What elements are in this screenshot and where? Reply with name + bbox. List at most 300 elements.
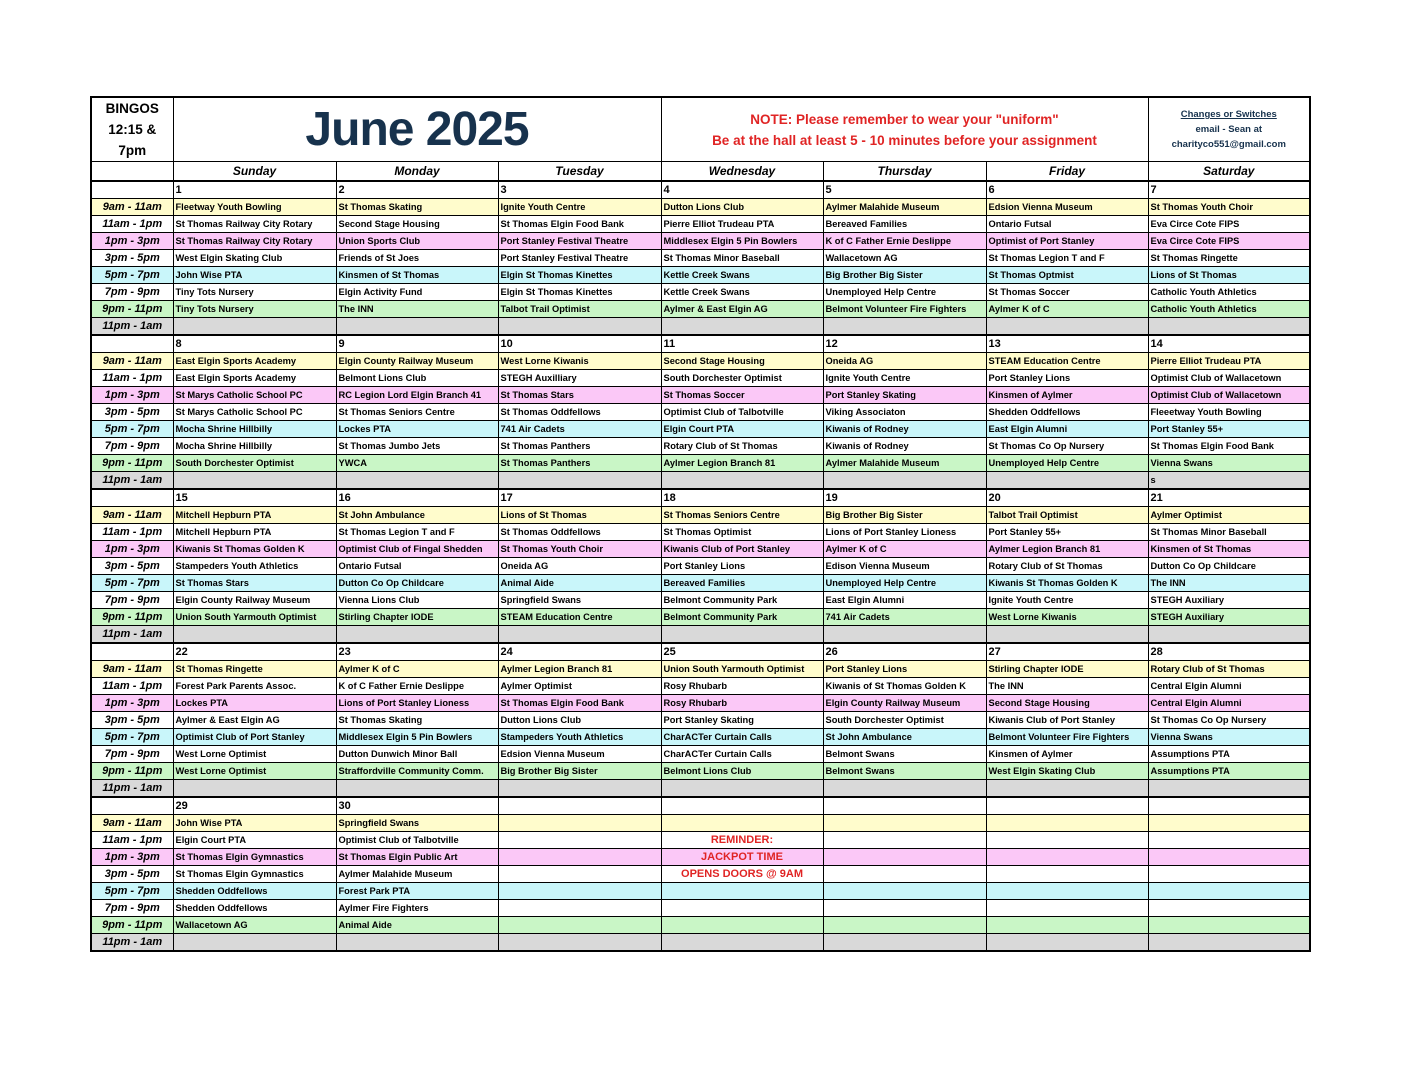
assignment-cell: East Elgin Sports Academy	[173, 370, 336, 387]
assignment-cell: Rotary Club of St Thomas	[661, 438, 823, 455]
bingos-times-label	[91, 97, 173, 162]
date-number: 28	[1148, 643, 1310, 661]
assignment-cell: Belmont Lions Club	[336, 370, 498, 387]
assignment-cell: St Thomas Skating	[336, 199, 498, 216]
assignment-cell: Bereaved Families	[823, 216, 986, 233]
assignment-cell: Port Stanley Lions	[986, 370, 1148, 387]
assignment-cell	[823, 832, 986, 849]
time-slot-label: 11am - 1pm	[91, 216, 173, 233]
assignment-cell: Port Stanley 55+	[986, 524, 1148, 541]
assignment-cell	[823, 917, 986, 934]
assignment-cell: YWCA	[336, 455, 498, 472]
month-title: June 2025	[173, 97, 661, 162]
date-number: 2	[336, 181, 498, 199]
assignment-cell	[498, 472, 661, 490]
assignment-cell: Aylmer K of C	[986, 301, 1148, 318]
assignment-cell: The INN	[336, 301, 498, 318]
assignment-cell	[1148, 849, 1310, 866]
assignment-cell	[336, 780, 498, 798]
assignment-cell: Aylmer Optimist	[1148, 507, 1310, 524]
assignment-cell: Optimist Club of Talbotville	[661, 404, 823, 421]
time-slot-row	[91, 507, 1310, 524]
assignment-cell: Big Brother Big Sister	[823, 507, 986, 524]
time-slot-row	[91, 917, 1310, 934]
date-number: 7	[1148, 181, 1310, 199]
time-slot-row	[91, 746, 1310, 763]
assignment-cell: Aylmer Optimist	[498, 678, 661, 695]
time-slot-label: 11pm - 1am	[91, 934, 173, 952]
bingos-time-1: 12:15 &	[108, 122, 157, 137]
date-row-corner	[91, 181, 173, 199]
assignment-cell: Talbot Trail Optimist	[498, 301, 661, 318]
assignment-cell: CharACTer Curtain Calls	[661, 729, 823, 746]
day-name-saturday: Saturday	[1148, 162, 1310, 182]
assignment-cell: Elgin County Railway Museum	[823, 695, 986, 712]
assignment-cell	[498, 866, 661, 883]
time-slot-row	[91, 609, 1310, 626]
assignment-cell: Elgin County Railway Museum	[336, 353, 498, 370]
assignment-cell: RC Legion Lord Elgin Branch 41	[336, 387, 498, 404]
time-slot-row	[91, 815, 1310, 832]
assignment-cell: West Lorne Optimist	[173, 763, 336, 780]
assignment-cell: 741 Air Cadets	[498, 421, 661, 438]
note-line-2: Be at the hall at least 5 - 10 minutes before your assignment	[712, 132, 1097, 148]
assignment-cell	[823, 866, 986, 883]
assignment-cell: Kinsmen of Aylmer	[986, 746, 1148, 763]
assignment-cell: East Elgin Alumni	[823, 592, 986, 609]
assignment-cell: Kiwanis St Thomas Golden K	[173, 541, 336, 558]
assignment-cell	[336, 626, 498, 644]
assignment-cell: West Lorne Kiwanis	[986, 609, 1148, 626]
assignment-cell: East Elgin Alumni	[986, 421, 1148, 438]
date-number: 18	[661, 489, 823, 507]
time-slot-label: 9pm - 11pm	[91, 917, 173, 934]
time-slot-label: 1pm - 3pm	[91, 387, 173, 404]
day-name-monday: Monday	[336, 162, 498, 182]
assignment-cell: Assumptions PTA	[1148, 763, 1310, 780]
time-slot-label: 7pm - 9pm	[91, 746, 173, 763]
date-number: 1	[173, 181, 336, 199]
assignment-cell: Belmont Community Park	[661, 609, 823, 626]
date-row-corner	[91, 643, 173, 661]
assignment-cell: St Thomas Skating	[336, 712, 498, 729]
assignment-cell: St Thomas Co Op Nursery	[986, 438, 1148, 455]
assignment-cell	[823, 626, 986, 644]
assignment-cell	[823, 883, 986, 900]
time-slot-row	[91, 301, 1310, 318]
assignment-cell: Dutton Co Op Childcare	[1148, 558, 1310, 575]
assignment-cell: Big Brother Big Sister	[498, 763, 661, 780]
week-date-row	[91, 335, 1310, 353]
time-slot-label: 5pm - 7pm	[91, 883, 173, 900]
assignment-cell	[173, 318, 336, 336]
assignment-cell: Stirling Chapter IODE	[336, 609, 498, 626]
date-number: 29	[173, 797, 336, 815]
assignment-cell: Talbot Trail Optimist	[986, 507, 1148, 524]
date-number	[823, 797, 986, 815]
assignment-cell: St Thomas Co Op Nursery	[1148, 712, 1310, 729]
assignment-cell: CharACTer Curtain Calls	[661, 746, 823, 763]
assignment-cell: Shedden Oddfellows	[173, 900, 336, 917]
assignment-cell: Lockes PTA	[173, 695, 336, 712]
assignment-cell: Ignite Youth Centre	[498, 199, 661, 216]
jackpot-reminder: OPENS DOORS @ 9AM	[661, 866, 823, 883]
assignment-cell: St Thomas Elgin Gymnastics	[173, 849, 336, 866]
date-number: 25	[661, 643, 823, 661]
assignment-cell: South Dorchester Optimist	[661, 370, 823, 387]
assignment-cell: Belmont Community Park	[661, 592, 823, 609]
time-slot-row	[91, 318, 1310, 336]
assignment-cell	[823, 849, 986, 866]
time-slot-label: 1pm - 3pm	[91, 695, 173, 712]
assignment-cell: Mitchell Hepburn PTA	[173, 524, 336, 541]
time-slot-label: 5pm - 7pm	[91, 267, 173, 284]
assignment-cell	[336, 472, 498, 490]
assignment-cell: Belmont Lions Club	[661, 763, 823, 780]
assignment-cell: Tiny Tots Nursery	[173, 301, 336, 318]
assignment-cell: Lions of Port Stanley Lioness	[336, 695, 498, 712]
assignment-cell	[823, 780, 986, 798]
time-slot-row	[91, 250, 1310, 267]
jackpot-reminder: REMINDER:	[661, 832, 823, 849]
assignment-cell	[498, 318, 661, 336]
assignment-cell: St Thomas Panthers	[498, 455, 661, 472]
assignment-cell	[823, 318, 986, 336]
assignment-cell	[1148, 318, 1310, 336]
assignment-cell	[498, 883, 661, 900]
assignment-cell: Port Stanley Festival Theatre	[498, 250, 661, 267]
time-slot-row	[91, 438, 1310, 455]
assignment-cell: Optimist Club of Talbotville	[336, 832, 498, 849]
assignment-cell: St Thomas Oddfellows	[498, 524, 661, 541]
assignment-cell	[1148, 815, 1310, 832]
assignment-cell	[498, 849, 661, 866]
time-slot-row	[91, 541, 1310, 558]
date-row-corner	[91, 335, 173, 353]
time-slot-row	[91, 780, 1310, 798]
assignment-cell: Aylmer K of C	[823, 541, 986, 558]
date-number	[986, 797, 1148, 815]
date-number	[498, 797, 661, 815]
date-number	[1148, 797, 1310, 815]
bingos-label: BINGOS	[105, 101, 159, 116]
jackpot-reminder	[661, 934, 823, 952]
assignment-cell: Belmont Swans	[823, 746, 986, 763]
assignment-cell: St Thomas Youth Choir	[1148, 199, 1310, 216]
jackpot-reminder	[661, 883, 823, 900]
assignment-cell: Kinsmen of St Thomas	[336, 267, 498, 284]
time-slot-row	[91, 712, 1310, 729]
date-number: 6	[986, 181, 1148, 199]
assignment-cell: Union Sports Club	[336, 233, 498, 250]
changes-link[interactable]: Changes or Switches	[1180, 109, 1277, 120]
assignment-cell: Lions of St Thomas	[498, 507, 661, 524]
time-slot-label: 9pm - 11pm	[91, 763, 173, 780]
time-slot-label: 11am - 1pm	[91, 832, 173, 849]
time-slot-row	[91, 524, 1310, 541]
assignment-cell: Catholic Youth Athletics	[1148, 284, 1310, 301]
assignment-cell: Unemployed Help Centre	[986, 455, 1148, 472]
assignment-cell: St John Ambulance	[823, 729, 986, 746]
date-number: 10	[498, 335, 661, 353]
assignment-cell: Ignite Youth Centre	[986, 592, 1148, 609]
assignment-cell: Edison Vienna Museum	[823, 558, 986, 575]
time-slot-label: 3pm - 5pm	[91, 866, 173, 883]
assignment-cell: Friends of St Joes	[336, 250, 498, 267]
time-slot-label: 7pm - 9pm	[91, 284, 173, 301]
assignment-cell	[498, 832, 661, 849]
assignment-cell	[1148, 883, 1310, 900]
time-slot-label: 9pm - 11pm	[91, 455, 173, 472]
assignment-cell: South Dorchester Optimist	[823, 712, 986, 729]
assignment-cell: The INN	[1148, 575, 1310, 592]
assignment-cell: Kettle Creek Swans	[661, 267, 823, 284]
date-number: 3	[498, 181, 661, 199]
time-slot-row	[91, 233, 1310, 250]
time-slot-label: 3pm - 5pm	[91, 250, 173, 267]
assignment-cell: Lions of Port Stanley Lioness	[823, 524, 986, 541]
assignment-cell: Fleetway Youth Bowling	[173, 199, 336, 216]
assignment-cell	[986, 883, 1148, 900]
assignment-cell: St Thomas Ringette	[1148, 250, 1310, 267]
assignment-cell: Kiwanis St Thomas Golden K	[986, 575, 1148, 592]
assignment-cell	[498, 934, 661, 952]
assignment-cell: Aylmer Fire Fighters	[336, 900, 498, 917]
assignment-cell	[661, 472, 823, 490]
assignment-cell: Shedden Oddfellows	[173, 883, 336, 900]
day-names-row	[91, 162, 1310, 182]
time-slot-row	[91, 626, 1310, 644]
date-number: 30	[336, 797, 498, 815]
assignment-cell: Vienna Swans	[1148, 455, 1310, 472]
assignment-cell: Ontario Futsal	[986, 216, 1148, 233]
bingo-calendar	[90, 96, 1311, 952]
assignment-cell: Rosy Rhubarb	[661, 678, 823, 695]
assignment-cell: Big Brother Big Sister	[823, 267, 986, 284]
assignment-cell: St Thomas Optimist	[661, 524, 823, 541]
time-slot-label: 11pm - 1am	[91, 318, 173, 336]
time-slot-row	[91, 472, 1310, 490]
assignment-cell: St Thomas Railway City Rotary	[173, 233, 336, 250]
assignment-cell: Port Stanley 55+	[1148, 421, 1310, 438]
assignment-cell: Aylmer Legion Branch 81	[986, 541, 1148, 558]
date-number: 11	[661, 335, 823, 353]
assignment-cell: STEAM Education Centre	[986, 353, 1148, 370]
assignment-cell: Elgin Court PTA	[173, 832, 336, 849]
assignment-cell: West Elgin Skating Club	[173, 250, 336, 267]
assignment-cell: Rotary Club of St Thomas	[986, 558, 1148, 575]
assignment-cell: STEAM Education Centre	[498, 609, 661, 626]
assignment-cell	[661, 318, 823, 336]
time-slot-label: 5pm - 7pm	[91, 421, 173, 438]
date-number	[661, 797, 823, 815]
time-slot-label: 9am - 11am	[91, 507, 173, 524]
assignment-cell: John Wise PTA	[173, 815, 336, 832]
assignment-cell	[498, 917, 661, 934]
assignment-cell: Edsion Vienna Museum	[986, 199, 1148, 216]
assignment-cell: Eva Circe Cote FIPS	[1148, 233, 1310, 250]
assignment-cell: St Thomas Youth Choir	[498, 541, 661, 558]
assignment-cell: Middlesex Elgin 5 Pin Bowlers	[661, 233, 823, 250]
assignment-cell: Assumptions PTA	[1148, 746, 1310, 763]
assignment-cell: Springfield Swans	[336, 815, 498, 832]
day-name-friday: Friday	[986, 162, 1148, 182]
assignment-cell: Optimist Club of Port Stanley	[173, 729, 336, 746]
assignment-cell: Union South Yarmouth Optimist	[173, 609, 336, 626]
time-slot-row	[91, 900, 1310, 917]
time-slot-row	[91, 284, 1310, 301]
changes-email[interactable]: charityco551@gmail.com	[1171, 139, 1286, 150]
assignment-cell	[823, 472, 986, 490]
date-number: 20	[986, 489, 1148, 507]
assignment-cell: K of C Father Ernie Deslippe	[823, 233, 986, 250]
jackpot-reminder	[661, 917, 823, 934]
assignment-cell: St Thomas Ringette	[173, 661, 336, 678]
date-number: 15	[173, 489, 336, 507]
assignment-cell: Stampeders Youth Athletics	[173, 558, 336, 575]
time-slot-row	[91, 849, 1310, 866]
assignment-cell: Aylmer Legion Branch 81	[661, 455, 823, 472]
assignment-cell: Mitchell Hepburn PTA	[173, 507, 336, 524]
assignment-cell: Animal Aide	[498, 575, 661, 592]
assignment-cell: St Thomas Panthers	[498, 438, 661, 455]
time-slot-label: 7pm - 9pm	[91, 592, 173, 609]
time-slot-label: 9am - 11am	[91, 815, 173, 832]
assignment-cell: Optimist Club of Wallacetown	[1148, 370, 1310, 387]
assignment-cell	[823, 934, 986, 952]
assignment-cell	[661, 626, 823, 644]
assignment-cell	[498, 626, 661, 644]
assignment-cell: s	[1148, 472, 1310, 490]
time-slot-row	[91, 267, 1310, 284]
assignment-cell	[498, 900, 661, 917]
assignment-cell: Rosy Rhubarb	[661, 695, 823, 712]
assignment-cell: Port Stanley Skating	[823, 387, 986, 404]
assignment-cell: Lions of St Thomas	[1148, 267, 1310, 284]
assignment-cell: Elgin Activity Fund	[336, 284, 498, 301]
assignment-cell: Belmont Swans	[823, 763, 986, 780]
assignment-cell	[986, 900, 1148, 917]
jackpot-reminder	[661, 815, 823, 832]
assignment-cell	[336, 934, 498, 952]
assignment-cell: Viking Associaton	[823, 404, 986, 421]
assignment-cell: Aylmer Malahide Museum	[336, 866, 498, 883]
date-number: 16	[336, 489, 498, 507]
time-slot-row	[91, 558, 1310, 575]
time-slot-row	[91, 387, 1310, 404]
assignment-cell: Elgin St Thomas Kinettes	[498, 284, 661, 301]
assignment-cell: St Thomas Oddfellows	[498, 404, 661, 421]
assignment-cell: STEGH Auxilliary	[498, 370, 661, 387]
assignment-cell: Shedden Oddfellows	[986, 404, 1148, 421]
assignment-cell	[336, 318, 498, 336]
date-number: 19	[823, 489, 986, 507]
assignment-cell: Elgin St Thomas Kinettes	[498, 267, 661, 284]
assignment-cell: Kiwanis of Rodney	[823, 421, 986, 438]
assignment-cell: West Elgin Skating Club	[986, 763, 1148, 780]
assignment-cell	[986, 849, 1148, 866]
assignment-cell: St Thomas Elgin Food Bank	[498, 695, 661, 712]
time-slot-row	[91, 678, 1310, 695]
assignment-cell: Belmont Volunteer Fire Fighters	[823, 301, 986, 318]
time-slot-row	[91, 661, 1310, 678]
assignment-cell: Middlesex Elgin 5 Pin Bowlers	[336, 729, 498, 746]
assignment-cell: Springfield Swans	[498, 592, 661, 609]
assignment-cell: Fleeetway Youth Bowling	[1148, 404, 1310, 421]
assignment-cell: East Elgin Sports Academy	[173, 353, 336, 370]
assignment-cell: St Thomas Minor Baseball	[661, 250, 823, 267]
assignment-cell	[986, 780, 1148, 798]
assignment-cell: Oneida AG	[498, 558, 661, 575]
assignment-cell	[823, 815, 986, 832]
time-slot-row	[91, 592, 1310, 609]
assignment-cell: Dutton Co Op Childcare	[336, 575, 498, 592]
time-slot-row	[91, 199, 1310, 216]
date-number: 17	[498, 489, 661, 507]
assignment-cell	[173, 472, 336, 490]
assignment-cell: Elgin Court PTA	[661, 421, 823, 438]
assignment-cell: Aylmer Malahide Museum	[823, 455, 986, 472]
assignment-cell: Mocha Shrine Hillbilly	[173, 421, 336, 438]
assignment-cell: St Thomas Jumbo Jets	[336, 438, 498, 455]
assignment-cell: St Thomas Legion T and F	[986, 250, 1148, 267]
time-slot-row	[91, 421, 1310, 438]
assignment-cell	[1148, 832, 1310, 849]
bingos-time-2: 7pm	[118, 143, 147, 158]
assignment-cell: Central Elgin Alumni	[1148, 678, 1310, 695]
assignment-cell: Stampeders Youth Athletics	[498, 729, 661, 746]
assignment-cell	[661, 780, 823, 798]
assignment-cell: Aylmer & East Elgin AG	[661, 301, 823, 318]
assignment-cell: Aylmer & East Elgin AG	[173, 712, 336, 729]
date-number: 5	[823, 181, 986, 199]
date-row-corner	[91, 797, 173, 815]
assignment-cell: John Wise PTA	[173, 267, 336, 284]
assignment-cell	[1148, 917, 1310, 934]
assignment-cell: St Thomas Stars	[498, 387, 661, 404]
assignment-cell: Wallacetown AG	[823, 250, 986, 267]
time-slot-label: 1pm - 3pm	[91, 541, 173, 558]
assignment-cell: Vienna Lions Club	[336, 592, 498, 609]
assignment-cell: South Dorchester Optimist	[173, 455, 336, 472]
assignment-cell: Tiny Tots Nursery	[173, 284, 336, 301]
assignment-cell: Forest Park PTA	[336, 883, 498, 900]
assignment-cell: St Thomas Elgin Food Bank	[1148, 438, 1310, 455]
assignment-cell: Optimist of Port Stanley	[986, 233, 1148, 250]
day-names-corner	[91, 162, 173, 182]
assignment-cell: Port Stanley Skating	[661, 712, 823, 729]
time-slot-label: 11am - 1pm	[91, 524, 173, 541]
assignment-cell: St John Ambulance	[336, 507, 498, 524]
time-slot-label: 1pm - 3pm	[91, 233, 173, 250]
assignment-cell: Vienna Swans	[1148, 729, 1310, 746]
assignment-cell: Kiwanis of Rodney	[823, 438, 986, 455]
time-slot-row	[91, 575, 1310, 592]
time-slot-label: 9am - 11am	[91, 199, 173, 216]
date-row-corner	[91, 489, 173, 507]
time-slot-row	[91, 763, 1310, 780]
changes-line-2: email - Sean at	[1195, 124, 1263, 135]
time-slot-row	[91, 216, 1310, 233]
date-number: 21	[1148, 489, 1310, 507]
assignment-cell: Ignite Youth Centre	[823, 370, 986, 387]
assignment-cell: Kiwanis of St Thomas Golden K	[823, 678, 986, 695]
day-name-sunday: Sunday	[173, 162, 336, 182]
assignment-cell: Optimist Club of Wallacetown	[1148, 387, 1310, 404]
assignment-cell: Union South Yarmouth Optimist	[661, 661, 823, 678]
time-slot-row	[91, 455, 1310, 472]
time-slot-row	[91, 695, 1310, 712]
